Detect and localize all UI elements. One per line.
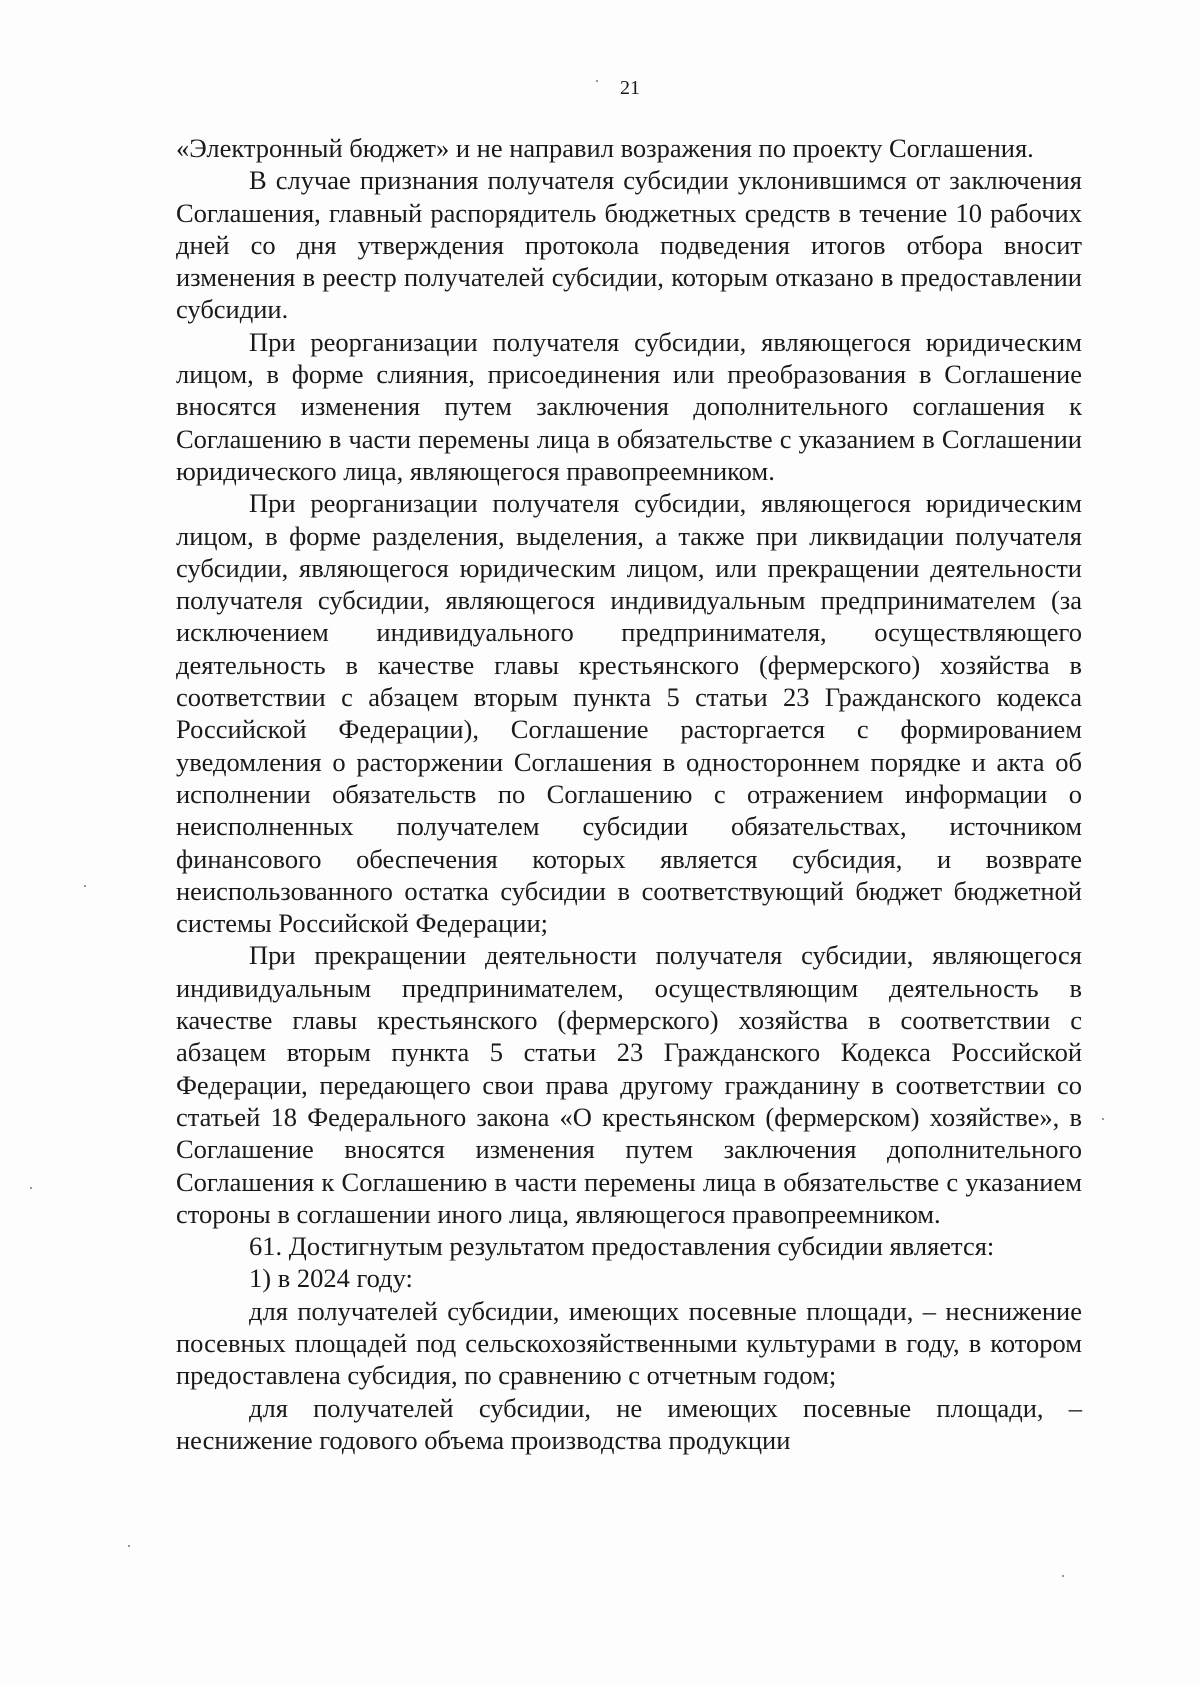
scan-speck bbox=[596, 80, 598, 82]
paragraph-with-sown-areas: для получателей субсидии, имеющих посевные площади, – неснижение посевных площадей под сельскохозяйственными культурами в году, в котором предоставлена субсидия, по сравнению с отчетным годом; bbox=[176, 1295, 1082, 1391]
paragraph-reorganization-division: При реорганизации получателя субсидии, являющегося юридическим лицом, в форме разделения, выделения, а также при ликвидации получателя субсидии, являющегося юридическим лицом, или прекращении деятельности получателя субсидии, являющегося индивидуальным предпринимателем (за исключением индивидуального предпринимателя, осуществляющего деятельность в качестве главы крестьянского (фермерского) хозяйства в соответствии с абзацем вторым пункта 5 статьи 23 Гражданского кодекса Российской Федерации), Соглашение расторгается с формированием уведомления о расторжении Соглашения в одностороннем порядке и акта об исполнении обязательств по Соглашению с отражением информации о неисполненных получателем субсидии обязательствах, источником финансового обеспечения которых является субсидия, и возврате неиспользованного остатка субсидии в соответствующий бюджет бюджетной системы Российской Федерации; bbox=[176, 488, 1082, 939]
paragraph-farm-termination: При прекращении деятельности получателя субсидии, являющегося индивидуальным предпринимателем, осуществляющим деятельность в качестве главы крестьянского (фермерского) хозяйства в соответствии с абзацем вторым пункта 5 статьи 23 Гражданского Кодекса Российской Федерации, передающего свои права другому гражданину в соответствии со статьей 18 Федерального закона «О крестьянском (фермерском) хозяйстве», в Соглашение вносятся изменения путем заключения дополнительного Соглашения к Соглашению в части перемены лица в обязательстве с указанием стороны в соглашении иного лица, являющегося правопреемником. bbox=[176, 940, 1082, 1229]
scan-speck bbox=[128, 1545, 130, 1547]
paragraph-without-sown-areas: для получателей субсидии, не имеющих посевные площади, – неснижение годового объема производства продукции bbox=[176, 1392, 1082, 1455]
paragraph-evasion: В случае признания получателя субсидии уклонившимся от заключения Соглашения, главный распорядитель бюджетных средств в течение 10 рабочих дней со дня утверждения протокола подведения итогов отбора вносит изменения в реестр получателей субсидии, которым отказано в предоставлении субсидии. bbox=[176, 165, 1082, 325]
page-number: 21 bbox=[620, 77, 640, 99]
document-body bbox=[176, 132, 1082, 1456]
paragraph-year-2024: 1) в 2024 году: bbox=[249, 1263, 413, 1294]
scan-speck bbox=[1062, 1575, 1064, 1577]
scan-speck bbox=[84, 885, 86, 887]
paragraph-item-61: 61. Достигнутым результатом предоставления субсидии является: bbox=[249, 1231, 995, 1262]
scan-speck bbox=[30, 1187, 32, 1189]
paragraph-reorganization-merger: При реорганизации получателя субсидии, являющегося юридическим лицом, в форме слияния, присоединения или преобразования в Соглашение вносятся изменения путем заключения дополнительного соглашения к Соглашению в части перемены лица в обязательстве с указанием в Соглашении юридического лица, являющегося правопреемником. bbox=[176, 326, 1082, 486]
scan-speck bbox=[1102, 1118, 1104, 1120]
paragraph-continuation: «Электронный бюджет» и не направил возражения по проекту Соглашения. bbox=[176, 133, 1034, 163]
